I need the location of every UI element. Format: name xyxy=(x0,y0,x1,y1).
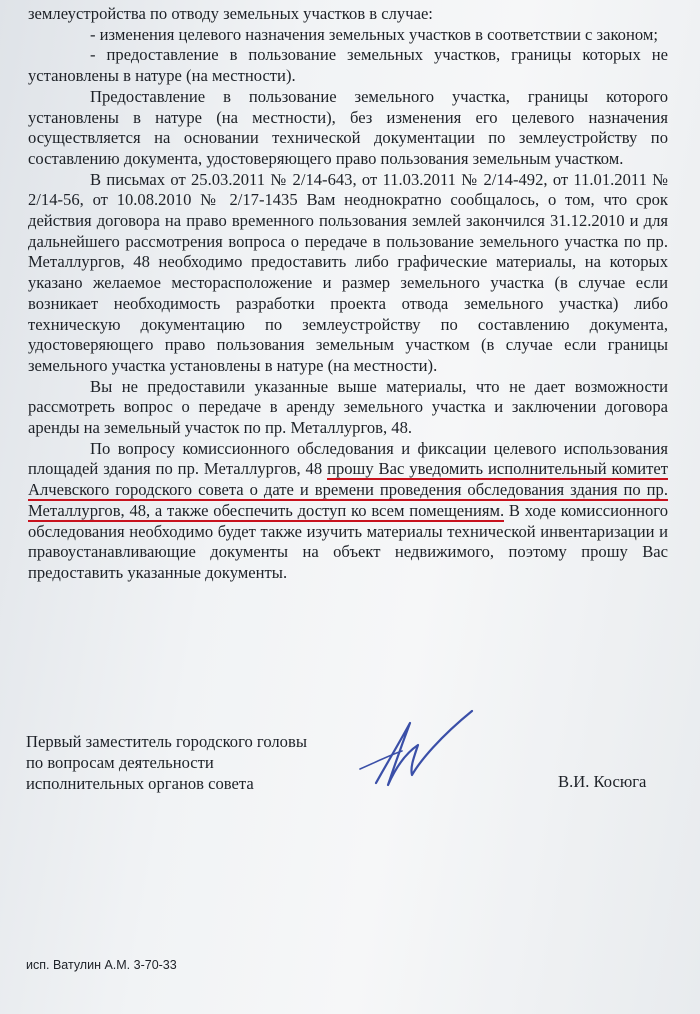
signatory-name: В.И. Косюга xyxy=(558,772,647,791)
paragraph: В письмах от 25.03.2011 № 2/14-643, от 11.03.2011 № 2/14-492, от 11.01.2011 № 2/14-56, от 10.08.2010 № 2/17-1435 Вам неоднократно сообщалось, о том, что срок действия договора на право временного пользования землей закончился 31.12.2010 и для дальнейшего рассмотрения вопроса о передаче в пользование земельного участка по пр. Металлургов, 48 необходимо предоставить либо графические материалы, на которых указано желаемое месторасположение и размер земельного участка (в случае если возникает необходимость разработки проекта отвода земельного участка) либо техническую документацию по землеустройству по составлению документа, удостоверяющего право пользования земельным участком (в случае если границы земельного участка установлены в натуре (на местности). xyxy=(28,169,668,375)
underlined-request: прошу Вас уведомить исполнительный комитет Алчевского городского совета о дате и времени проведения обследования здания по пр. Металлургов, 48, а также обеспечить доступ ко всем помещениям. xyxy=(28,459,668,520)
intro-line: землеустройства по отводу земельных участков в случае: xyxy=(28,4,433,23)
position-line: по вопросам деятельности xyxy=(26,753,214,772)
executor-line: исп. Ватулин А.М. 3-70-33 xyxy=(26,958,177,972)
bullet-item: - предоставление в пользование земельных участков, границы которых не установлены в натуре (на местности). xyxy=(28,45,668,86)
paragraph: Предоставление в пользование земельного участка, границы которого установлены в натуре (на местности), без изменения его целевого назначения осуществляется на основании технической документации по землеустройству по составлению документа, удостоверяющего право пользования земельным участком. xyxy=(28,86,668,168)
bullet-item: - изменения целевого назначения земельных участков в соответствии с законом; xyxy=(90,24,658,44)
signatory-position xyxy=(26,731,307,794)
paragraph: Вы не предоставили указанные выше материалы, что не дает возможности рассмотреть вопрос о передаче в аренду земельного участка и заключении договора аренды на земельный участок по пр. Металлургов, 48. xyxy=(28,376,668,438)
position-line: Первый заместитель городского головы xyxy=(26,732,307,751)
letter-body xyxy=(28,4,668,584)
handwritten-signature-icon xyxy=(340,705,480,795)
request-lead: По вопросу комиссионного обследования и фиксации целевого использования площадей здания по пр. Металлургов, 48 xyxy=(28,438,668,479)
position-line: исполнительных органов совета xyxy=(26,774,254,793)
paragraph-request xyxy=(28,439,668,584)
request-tail: В ходе комиссионного обследования необходимо будет также изучить материалы технической инвентаризации и правоустанавливающие документы на объект недвижимого, поэтому прошу Вас предоставить указанные документы. xyxy=(28,500,668,582)
